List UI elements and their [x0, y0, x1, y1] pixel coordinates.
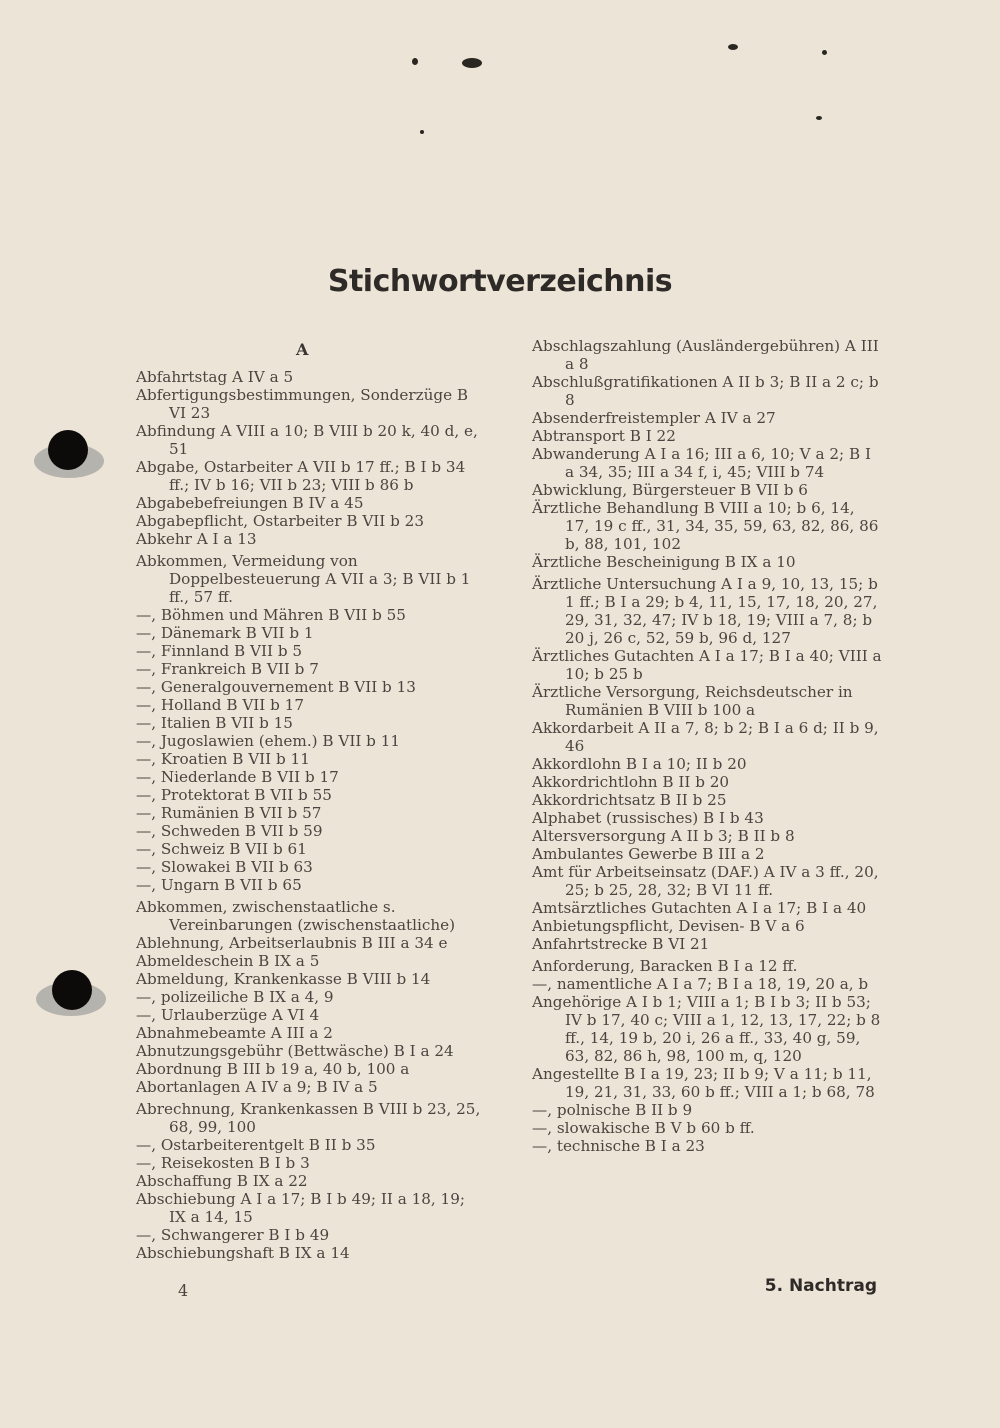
index-entry: Abmeldeschein B IX a 5: [136, 952, 320, 970]
index-entry: Akkordlohn B I a 10; II b 20: [532, 755, 747, 773]
index-entry: Ärztliche Bescheinigung B IX a 10: [532, 553, 796, 571]
paper-speck: [412, 58, 418, 65]
index-entry: —, Urlauberzüge A VI 4: [136, 1006, 320, 1024]
index-entry: —, Ungarn B VII b 65: [136, 876, 302, 894]
index-entry: —, Schweiz B VII b 61: [136, 840, 307, 858]
paper-speck: [420, 130, 424, 134]
index-entry: Ablehnung, Arbeitserlaubnis B III a 34 e: [136, 934, 448, 952]
index-entry: —, Ostarbeiterentgelt B II b 35: [136, 1136, 376, 1154]
paper-speck: [822, 50, 827, 55]
index-entry: Ambulantes Gewerbe B III a 2: [532, 845, 765, 863]
index-entry: Abordnung B III b 19 a, 40 b, 100 a: [136, 1060, 410, 1078]
index-entry: Anforderung, Baracken B I a 12 ff.: [532, 957, 798, 975]
index-entry: —, technische B I a 23: [532, 1137, 705, 1155]
punch-hole: [48, 430, 88, 470]
index-entry: —, Protektorat B VII b 55: [136, 786, 332, 804]
index-entry: Abfertigungsbestimmungen, Sonderzüge B VI 23: [136, 386, 469, 422]
index-entry: —, slowakische B V b 60 b ff.: [532, 1119, 755, 1137]
index-entry: —, Slowakei B VII b 63: [136, 858, 313, 876]
index-entry: Abortanlagen A IV a 9; B IV a 5: [136, 1078, 378, 1096]
index-entry: —, Finnland B VII b 5: [136, 642, 303, 660]
index-column-left: [136, 368, 481, 1262]
index-entry: Abnahmebeamte A III a 2: [136, 1024, 333, 1042]
index-entry: Alphabet (russisches) B I b 43: [532, 809, 764, 827]
index-entry: Angestellte B I a 19, 23; II b 9; V a 11; b 11, 19, 21, 31, 33, 60 b ff.; VIII a 1; b 68, 78: [532, 1065, 875, 1101]
index-entry: Abgabe, Ostarbeiter A VII b 17 ff.; B I b 34 ff.; IV b 16; VII b 23; VIII b 86 b: [136, 458, 466, 494]
index-entry: —, Niederlande B VII b 17: [136, 768, 339, 786]
index-entry: Abmeldung, Krankenkasse B VIII b 14: [136, 970, 431, 988]
index-entry: —, Reisekosten B I b 3: [136, 1154, 310, 1172]
index-entry: Angehörige A I b 1; VIII a 1; B I b 3; II b 53; IV b 17, 40 c; VIII a 1, 12, 13, 17, 22; b 8 ff., 14, 19 b, 20 i, 26 a ff., 33, 40 g, 59, 63, 82, 86 h, 98, 100 m, q, 120: [532, 993, 881, 1065]
index-entry: Abschlußgratifikationen A II b 3; B II a 2 c; b 8: [532, 373, 879, 409]
index-entry: Abkommen, zwischenstaatliche s. Vereinbarungen (zwischenstaatliche): [136, 898, 456, 934]
index-entry: Akkordrichtsatz B II b 25: [532, 791, 727, 809]
punch-hole: [52, 970, 92, 1010]
index-column-right: [532, 337, 882, 1155]
index-entry: Abrechnung, Krankenkassen B VIII b 23, 25, 68, 99, 100: [136, 1100, 481, 1136]
index-entry: Ärztliche Untersuchung A I a 9, 10, 13, 15; b 1 ff.; B I a 29; b 4, 11, 15, 17, 18, 20, 27, 29, 31, 32, 47; IV b 18, 19; VIII a 7, 8; b 20 j, 26 c, 52, 59 b, 96 d, 127: [532, 575, 878, 647]
index-entry: Abschiebungshaft B IX a 14: [136, 1244, 350, 1262]
index-entry: Abwanderung A I a 16; III a 6, 10; V a 2; B I a 34, 35; III a 34 f, i, 45; VIII b 74: [532, 445, 871, 481]
index-entry: —, Jugoslawien (ehem.) B VII b 11: [136, 732, 401, 750]
index-entry: —, Generalgouvernement B VII b 13: [136, 678, 416, 696]
index-entry: Akkordrichtlohn B II b 20: [532, 773, 730, 791]
index-entry: —, Dänemark B VII b 1: [136, 624, 314, 642]
index-entry: Abkommen, Vermeidung von Doppelbesteuerung A VII a 3; B VII b 1 ff., 57 ff.: [136, 552, 471, 606]
index-entry: Amtsärztliches Gutachten A I a 17; B I a 40: [532, 899, 867, 917]
index-entry: —, Schweden B VII b 59: [136, 822, 323, 840]
index-entry: Abgabepflicht, Ostarbeiter B VII b 23: [136, 512, 424, 530]
index-entry: Abfindung A VIII a 10; B VIII b 20 k, 40 d, e, 51: [136, 422, 478, 458]
index-entry: Akkordarbeit A II a 7, 8; b 2; B I a 6 d; II b 9, 46: [532, 719, 879, 755]
index-entry: Abschiebung A I a 17; B I b 49; II a 18, 19; IX a 14, 15: [136, 1190, 465, 1226]
index-entry: —, polizeiliche B IX a 4, 9: [136, 988, 334, 1006]
index-entry: —, Holland B VII b 17: [136, 696, 304, 714]
index-entry: —, Italien B VII b 15: [136, 714, 293, 732]
index-entry: Abkehr A I a 13: [136, 530, 257, 548]
index-entry: Anfahrtstrecke B VI 21: [532, 935, 710, 953]
index-entry: Abschaffung B IX a 22: [136, 1172, 308, 1190]
edition-label: 5. Nachtrag: [764, 1276, 877, 1296]
index-entry: Anbietungspflicht, Devisen- B V a 6: [532, 917, 805, 935]
index-entry: —, Böhmen und Mähren B VII b 55: [136, 606, 406, 624]
index-entry: Absenderfreistempler A IV a 27: [532, 409, 776, 427]
index-entry: —, Schwangerer B I b 49: [136, 1226, 330, 1244]
section-letter: A: [296, 340, 309, 359]
index-entry: —, polnische B II b 9: [532, 1101, 693, 1119]
index-entry: Abtransport B I 22: [532, 427, 676, 445]
index-entry: Ärztliche Versorgung, Reichsdeutscher in Rumänien B VIII b 100 a: [532, 683, 853, 719]
page-title: Stichwortverzeichnis: [327, 264, 673, 299]
index-entry: Abschlagszahlung (Ausländergebühren) A III a 8: [532, 337, 879, 373]
index-entry: Amt für Arbeitseinsatz (DAF.) A IV a 3 ff., 20, 25; b 25, 28, 32; B VI 11 ff.: [532, 863, 879, 899]
index-entry: Abgabebefreiungen B IV a 45: [136, 494, 364, 512]
page-number: 4: [178, 1281, 189, 1300]
index-entry: Altersversorgung A II b 3; B II b 8: [532, 827, 795, 845]
index-entry: Abnutzungsgebühr (Bettwäsche) B I a 24: [136, 1042, 454, 1060]
index-entry: Abwicklung, Bürgersteuer B VII b 6: [532, 481, 808, 499]
index-entry: Abfahrtstag A IV a 5: [136, 368, 294, 386]
index-entry: Ärztliche Behandlung B VIII a 10; b 6, 14, 17, 19 c ff., 31, 34, 35, 59, 63, 82, 86, 86 b, 88, 101, 102: [532, 499, 879, 553]
paper-speck: [816, 116, 822, 120]
paper-speck: [728, 44, 738, 50]
index-entry: Ärztliches Gutachten A I a 17; B I a 40; VIII a 10; b 25 b: [532, 647, 882, 683]
index-entry: —, namentliche A I a 7; B I a 18, 19, 20 a, b: [532, 975, 869, 993]
index-entry: —, Rumänien B VII b 57: [136, 804, 322, 822]
index-entry: —, Kroatien B VII b 11: [136, 750, 310, 768]
paper-speck: [462, 58, 482, 68]
index-entry: —, Frankreich B VII b 7: [136, 660, 319, 678]
